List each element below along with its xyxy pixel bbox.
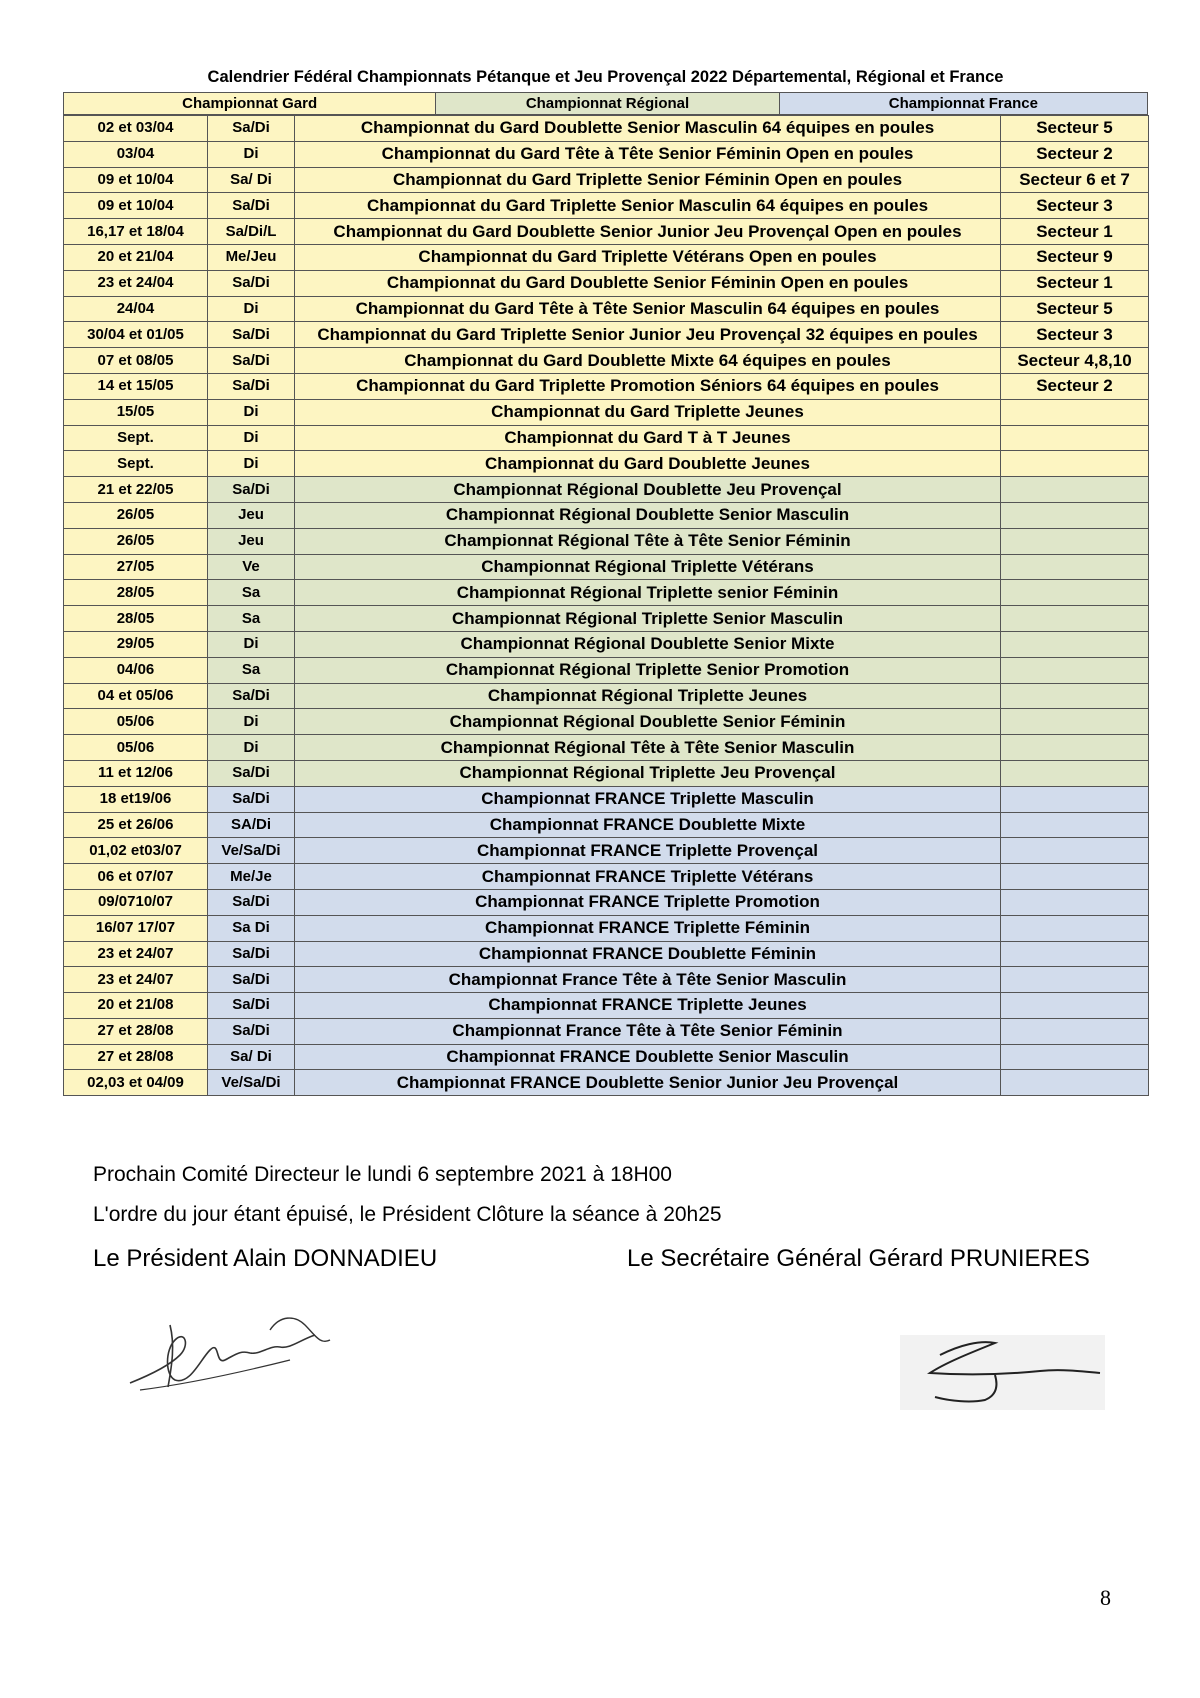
- championship-cell: Championnat FRANCE Triplette Masculin: [295, 786, 1001, 812]
- championship-cell: Championnat FRANCE Doublette Féminin: [295, 941, 1001, 967]
- sector-cell: [1001, 683, 1149, 709]
- sector-cell: Secteur 1: [1001, 219, 1149, 245]
- date-cell: 29/05: [64, 631, 208, 657]
- championship-cell: Championnat du Gard Doublette Senior Junior Jeu Provençal Open en poules: [295, 219, 1001, 245]
- date-cell: 01,02 et03/07: [64, 838, 208, 864]
- date-cell: 27 et 28/08: [64, 1044, 208, 1070]
- championship-cell: Championnat du Gard Triplette Senior Junior Jeu Provençal 32 équipes en poules: [295, 322, 1001, 348]
- president-signature: [120, 1305, 340, 1395]
- championship-cell: Championnat France Tête à Tête Senior Masculin: [295, 967, 1001, 993]
- sector-cell: Secteur 3: [1001, 322, 1149, 348]
- championship-cell: Championnat FRANCE Triplette Féminin: [295, 915, 1001, 941]
- sector-cell: Secteur 2: [1001, 141, 1149, 167]
- table-row: [64, 606, 1149, 632]
- day-cell: Sa/Di: [208, 889, 295, 915]
- table-row: [64, 425, 1149, 451]
- championship-cell: Championnat du Gard Tête à Tête Senior Féminin Open en poules: [295, 141, 1001, 167]
- table-row: [64, 915, 1149, 941]
- table-row: [64, 477, 1149, 503]
- day-cell: Sa/ Di: [208, 167, 295, 193]
- date-cell: 26/05: [64, 528, 208, 554]
- closing-text: L'ordre du jour étant épuisé, le Président Clôture la séance à 20h25: [93, 1203, 722, 1226]
- championship-cell: Championnat FRANCE Triplette Provençal: [295, 838, 1001, 864]
- sector-cell: [1001, 760, 1149, 786]
- day-cell: Sa: [208, 657, 295, 683]
- table-row: [64, 812, 1149, 838]
- sector-cell: [1001, 709, 1149, 735]
- table-row: [64, 244, 1149, 270]
- day-cell: Sa/Di: [208, 322, 295, 348]
- table-row: [64, 528, 1149, 554]
- championship-cell: Championnat du Gard Doublette Senior Féminin Open en poules: [295, 270, 1001, 296]
- date-cell: 21 et 22/05: [64, 477, 208, 503]
- day-cell: Sa/Di: [208, 270, 295, 296]
- day-cell: Me/Jeu: [208, 244, 295, 270]
- championship-cell: Championnat Régional Triplette Senior Masculin: [295, 606, 1001, 632]
- championship-cell: Championnat du Gard Triplette Senior Masculin 64 équipes en poules: [295, 193, 1001, 219]
- table-row: [64, 348, 1149, 374]
- date-cell: 23 et 24/04: [64, 270, 208, 296]
- sector-cell: [1001, 993, 1149, 1019]
- championship-cell: Championnat Régional Tête à Tête Senior Féminin: [295, 528, 1001, 554]
- day-cell: Sa/Di: [208, 373, 295, 399]
- table-row: [64, 683, 1149, 709]
- table-row: [64, 399, 1149, 425]
- day-cell: Di: [208, 141, 295, 167]
- table-row: [64, 502, 1149, 528]
- sector-cell: [1001, 889, 1149, 915]
- table-row: [64, 838, 1149, 864]
- sector-cell: [1001, 915, 1149, 941]
- day-cell: Sa/ Di: [208, 1044, 295, 1070]
- date-cell: Sept.: [64, 451, 208, 477]
- sector-cell: [1001, 631, 1149, 657]
- sector-cell: [1001, 425, 1149, 451]
- table-row: [64, 967, 1149, 993]
- day-cell: Ve: [208, 554, 295, 580]
- championship-cell: Championnat du Gard Triplette Promotion Séniors 64 équipes en poules: [295, 373, 1001, 399]
- date-cell: 09 et 10/04: [64, 193, 208, 219]
- championship-cell: Championnat du Gard Triplette Jeunes: [295, 399, 1001, 425]
- sector-cell: [1001, 502, 1149, 528]
- table-row: [64, 889, 1149, 915]
- sector-cell: [1001, 1044, 1149, 1070]
- sector-cell: [1001, 812, 1149, 838]
- sector-cell: [1001, 477, 1149, 503]
- date-cell: 20 et 21/08: [64, 993, 208, 1019]
- next-meeting-text: Prochain Comité Directeur le lundi 6 septembre 2021 à 18H00: [93, 1163, 672, 1186]
- day-cell: Sa/Di: [208, 760, 295, 786]
- championship-cell: Championnat du Gard Tête à Tête Senior Masculin 64 équipes en poules: [295, 296, 1001, 322]
- legend-row: [63, 92, 1148, 115]
- day-cell: Sa/Di: [208, 1018, 295, 1044]
- sector-cell: [1001, 451, 1149, 477]
- date-cell: 30/04 et 01/05: [64, 322, 208, 348]
- championship-cell: Championnat du Gard Doublette Senior Masculin 64 équipes en poules: [295, 116, 1001, 142]
- sector-cell: [1001, 864, 1149, 890]
- table-row: [64, 709, 1149, 735]
- championship-cell: Championnat du Gard Triplette Senior Féminin Open en poules: [295, 167, 1001, 193]
- document-title: Calendrier Fédéral Championnats Pétanque et Jeu Provençal 2022 Départemental, Régional et France: [207, 68, 1004, 86]
- day-cell: Di: [208, 296, 295, 322]
- sector-cell: [1001, 580, 1149, 606]
- championship-cell: Championnat Régional Triplette senior Féminin: [295, 580, 1001, 606]
- championship-cell: Championnat FRANCE Doublette Senior Junior Jeu Provençal: [295, 1070, 1001, 1096]
- day-cell: Sa Di: [208, 915, 295, 941]
- championship-cell: Championnat Régional Triplette Jeunes: [295, 683, 1001, 709]
- legend-regional: Championnat Régional: [436, 93, 779, 114]
- legend-france: Championnat France: [780, 93, 1147, 114]
- table-row: [64, 657, 1149, 683]
- championship-cell: Championnat Régional Tête à Tête Senior Masculin: [295, 735, 1001, 761]
- table-row: [64, 219, 1149, 245]
- sector-cell: [1001, 838, 1149, 864]
- date-cell: 04 et 05/06: [64, 683, 208, 709]
- championship-cell: Championnat du Gard Triplette Vétérans Open en poules: [295, 244, 1001, 270]
- championship-cell: Championnat Régional Doublette Jeu Provençal: [295, 477, 1001, 503]
- table-row: [64, 1070, 1149, 1096]
- date-cell: Sept.: [64, 425, 208, 451]
- table-row: [64, 322, 1149, 348]
- date-cell: 02,03 et 04/09: [64, 1070, 208, 1096]
- date-cell: 27 et 28/08: [64, 1018, 208, 1044]
- day-cell: Di: [208, 399, 295, 425]
- day-cell: Sa/Di: [208, 116, 295, 142]
- table-row: [64, 167, 1149, 193]
- table-row: [64, 296, 1149, 322]
- championship-cell: Championnat FRANCE Triplette Vétérans: [295, 864, 1001, 890]
- championship-cell: Championnat du Gard Doublette Jeunes: [295, 451, 1001, 477]
- championship-cell: Championnat Régional Doublette Senior Féminin: [295, 709, 1001, 735]
- championship-cell: Championnat FRANCE Triplette Jeunes: [295, 993, 1001, 1019]
- day-cell: Sa: [208, 606, 295, 632]
- date-cell: 28/05: [64, 606, 208, 632]
- date-cell: 16,17 et 18/04: [64, 219, 208, 245]
- day-cell: Di: [208, 451, 295, 477]
- day-cell: SA/Di: [208, 812, 295, 838]
- day-cell: Di: [208, 425, 295, 451]
- date-cell: 14 et 15/05: [64, 373, 208, 399]
- date-cell: 27/05: [64, 554, 208, 580]
- sector-cell: [1001, 554, 1149, 580]
- day-cell: Sa/Di/L: [208, 219, 295, 245]
- day-cell: Sa/Di: [208, 348, 295, 374]
- day-cell: Di: [208, 709, 295, 735]
- date-cell: 28/05: [64, 580, 208, 606]
- sector-cell: [1001, 941, 1149, 967]
- sector-cell: Secteur 3: [1001, 193, 1149, 219]
- day-cell: Sa: [208, 580, 295, 606]
- day-cell: Ve/Sa/Di: [208, 1070, 295, 1096]
- secretary-name: Le Secrétaire Général Gérard PRUNIERES: [627, 1245, 1090, 1272]
- date-cell: 20 et 21/04: [64, 244, 208, 270]
- legend-gard: Championnat Gard: [64, 93, 436, 114]
- sector-cell: Secteur 1: [1001, 270, 1149, 296]
- sector-cell: [1001, 967, 1149, 993]
- championship-cell: Championnat Régional Doublette Senior Mixte: [295, 631, 1001, 657]
- secretary-signature: [900, 1335, 1105, 1410]
- day-cell: Sa/Di: [208, 941, 295, 967]
- table-row: [64, 864, 1149, 890]
- day-cell: Sa/Di: [208, 193, 295, 219]
- table-row: [64, 760, 1149, 786]
- sector-cell: [1001, 399, 1149, 425]
- sector-cell: [1001, 1018, 1149, 1044]
- championship-cell: Championnat FRANCE Triplette Promotion: [295, 889, 1001, 915]
- day-cell: Jeu: [208, 502, 295, 528]
- table-row: [64, 116, 1149, 142]
- table-row: [64, 193, 1149, 219]
- day-cell: Di: [208, 631, 295, 657]
- sector-cell: Secteur 5: [1001, 296, 1149, 322]
- sector-cell: Secteur 9: [1001, 244, 1149, 270]
- table-row: [64, 580, 1149, 606]
- championship-cell: Championnat Régional Triplette Senior Promotion: [295, 657, 1001, 683]
- president-name: Le Président Alain DONNADIEU: [93, 1245, 438, 1272]
- table-row: [64, 941, 1149, 967]
- sector-cell: Secteur 2: [1001, 373, 1149, 399]
- table-row: [64, 451, 1149, 477]
- championship-cell: Championnat FRANCE Doublette Senior Masculin: [295, 1044, 1001, 1070]
- date-cell: 03/04: [64, 141, 208, 167]
- sector-cell: Secteur 5: [1001, 116, 1149, 142]
- day-cell: Di: [208, 735, 295, 761]
- date-cell: 09/0710/07: [64, 889, 208, 915]
- day-cell: Ve/Sa/Di: [208, 838, 295, 864]
- championship-cell: Championnat Régional Triplette Vétérans: [295, 554, 1001, 580]
- sector-cell: Secteur 4,8,10: [1001, 348, 1149, 374]
- table-row: [64, 141, 1149, 167]
- date-cell: 25 et 26/06: [64, 812, 208, 838]
- date-cell: 15/05: [64, 399, 208, 425]
- date-cell: 16/07 17/07: [64, 915, 208, 941]
- day-cell: Sa/Di: [208, 477, 295, 503]
- championship-cell: Championnat Régional Triplette Jeu Provençal: [295, 760, 1001, 786]
- day-cell: Jeu: [208, 528, 295, 554]
- date-cell: 09 et 10/04: [64, 167, 208, 193]
- sector-cell: [1001, 606, 1149, 632]
- table-row: [64, 373, 1149, 399]
- table-row: [64, 735, 1149, 761]
- table-row: [64, 993, 1149, 1019]
- date-cell: 11 et 12/06: [64, 760, 208, 786]
- date-cell: 23 et 24/07: [64, 967, 208, 993]
- sector-cell: [1001, 735, 1149, 761]
- day-cell: Sa/Di: [208, 683, 295, 709]
- date-cell: 05/06: [64, 735, 208, 761]
- sector-cell: Secteur 6 et 7: [1001, 167, 1149, 193]
- page-number: 8: [1100, 1585, 1111, 1610]
- sector-cell: [1001, 786, 1149, 812]
- day-cell: Me/Je: [208, 864, 295, 890]
- day-cell: Sa/Di: [208, 993, 295, 1019]
- table-row: [64, 631, 1149, 657]
- date-cell: 06 et 07/07: [64, 864, 208, 890]
- date-cell: 24/04: [64, 296, 208, 322]
- date-cell: 26/05: [64, 502, 208, 528]
- sector-cell: [1001, 528, 1149, 554]
- date-cell: 18 et19/06: [64, 786, 208, 812]
- table-row: [64, 786, 1149, 812]
- day-cell: Sa/Di: [208, 967, 295, 993]
- championship-cell: Championnat Régional Doublette Senior Masculin: [295, 502, 1001, 528]
- sector-cell: [1001, 1070, 1149, 1096]
- championship-cell: Championnat du Gard T à T Jeunes: [295, 425, 1001, 451]
- table-row: [64, 270, 1149, 296]
- championship-cell: Championnat FRANCE Doublette Mixte: [295, 812, 1001, 838]
- table-row: [64, 1044, 1149, 1070]
- date-cell: 02 et 03/04: [64, 116, 208, 142]
- championship-cell: Championnat du Gard Doublette Mixte 64 équipes en poules: [295, 348, 1001, 374]
- date-cell: 05/06: [64, 709, 208, 735]
- date-cell: 23 et 24/07: [64, 941, 208, 967]
- sector-cell: [1001, 657, 1149, 683]
- championship-cell: Championnat France Tête à Tête Senior Féminin: [295, 1018, 1001, 1044]
- date-cell: 04/06: [64, 657, 208, 683]
- calendar-table: [63, 115, 1149, 1096]
- day-cell: Sa/Di: [208, 786, 295, 812]
- date-cell: 07 et 08/05: [64, 348, 208, 374]
- table-row: [64, 1018, 1149, 1044]
- table-row: [64, 554, 1149, 580]
